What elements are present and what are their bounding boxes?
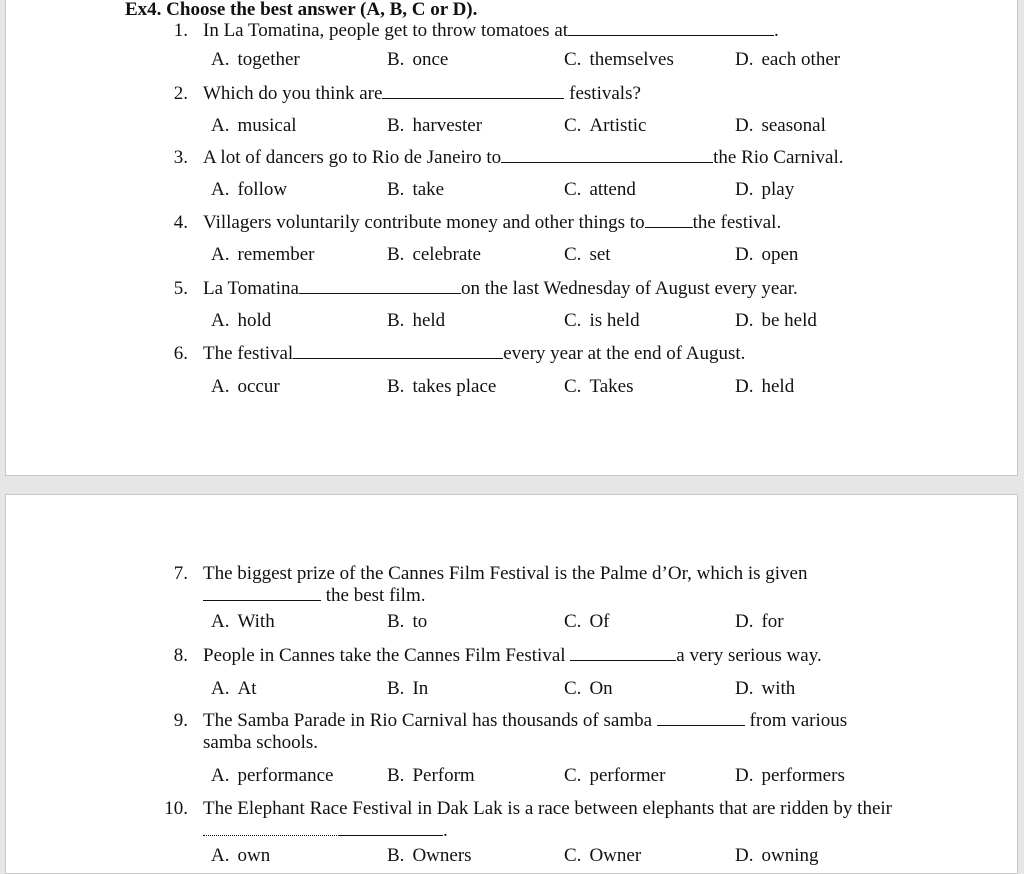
option-d[interactable]: D. performers bbox=[735, 765, 845, 786]
worksheet-page-2 bbox=[5, 494, 1018, 874]
question-number: 8. bbox=[173, 645, 188, 666]
options-row bbox=[6, 678, 1019, 702]
options-row bbox=[6, 179, 1019, 203]
question-text: Villagers voluntarily contribute money and other things to the festival. bbox=[203, 212, 782, 233]
option-b[interactable]: B. takes place bbox=[387, 376, 497, 397]
option-c[interactable]: C. Takes bbox=[564, 376, 634, 397]
option-d[interactable]: D. held bbox=[735, 376, 795, 397]
question-number: 4. bbox=[173, 212, 188, 233]
answer-blank bbox=[299, 278, 461, 294]
option-a[interactable]: A. follow bbox=[211, 179, 288, 200]
option-b[interactable]: B. celebrate bbox=[387, 244, 481, 265]
options-row bbox=[6, 845, 1019, 869]
answer-blank bbox=[568, 20, 774, 36]
options-row bbox=[6, 49, 1019, 73]
question-number: 6. bbox=[173, 343, 188, 364]
option-b[interactable]: B. held bbox=[387, 310, 446, 331]
question-number: 5. bbox=[173, 278, 188, 299]
question-text: The festival every year at the end of August. bbox=[203, 343, 746, 364]
question-text: A lot of dancers go to Rio de Janeiro to the Rio Carnival. bbox=[203, 147, 844, 168]
option-c[interactable]: C. themselves bbox=[564, 49, 674, 70]
option-b[interactable]: B. In bbox=[387, 678, 429, 699]
answer-blank bbox=[203, 585, 321, 601]
answer-blank bbox=[657, 710, 745, 726]
options-row bbox=[6, 115, 1019, 139]
option-a[interactable]: A. At bbox=[211, 678, 257, 699]
exercise-title: Ex4. Choose the best answer (A, B, C or D). bbox=[125, 0, 478, 20]
options-row bbox=[6, 310, 1019, 334]
question-number: 2. bbox=[173, 83, 188, 104]
question-text: In La Tomatina, people get to throw tomatoes at . bbox=[203, 20, 779, 41]
answer-blank bbox=[382, 83, 564, 99]
question-number: 7. bbox=[173, 563, 188, 584]
option-a[interactable]: A. performance bbox=[211, 765, 334, 786]
option-d[interactable]: D. seasonal bbox=[735, 115, 826, 136]
options-row bbox=[6, 765, 1019, 789]
option-b[interactable]: B. take bbox=[387, 179, 445, 200]
answer-blank bbox=[570, 645, 676, 661]
option-b[interactable]: B. Perform bbox=[387, 765, 475, 786]
question-text: The biggest prize of the Cannes Film Festival is the Palme d’Or, which is given the best film. bbox=[203, 563, 808, 606]
option-a[interactable]: A. together bbox=[211, 49, 300, 70]
answer-blank bbox=[339, 820, 443, 836]
option-b[interactable]: B. Owners bbox=[387, 845, 472, 866]
question-number: 9. bbox=[173, 710, 188, 731]
option-d[interactable]: D. for bbox=[735, 611, 784, 632]
question-text: People in Cannes take the Cannes Film Festival a very serious way. bbox=[203, 645, 822, 666]
option-a[interactable]: A. occur bbox=[211, 376, 280, 397]
option-c[interactable]: C. Owner bbox=[564, 845, 642, 866]
option-c[interactable]: C. attend bbox=[564, 179, 636, 200]
question-text: La Tomatina on the last Wednesday of August every year. bbox=[203, 278, 798, 299]
question-number: 10. bbox=[164, 798, 188, 819]
option-d[interactable]: D. open bbox=[735, 244, 799, 265]
answer-blank bbox=[645, 212, 693, 228]
option-a[interactable]: A. remember bbox=[211, 244, 315, 265]
option-c[interactable]: C. set bbox=[564, 244, 611, 265]
worksheet-page-1 bbox=[5, 0, 1018, 476]
question-number: 3. bbox=[173, 147, 188, 168]
option-b[interactable]: B. once bbox=[387, 49, 449, 70]
option-d[interactable]: D. each other bbox=[735, 49, 841, 70]
answer-blank bbox=[293, 343, 503, 359]
option-d[interactable]: D. owning bbox=[735, 845, 819, 866]
option-c[interactable]: C. On bbox=[564, 678, 613, 699]
question-text: The Elephant Race Festival in Dak Lak is a race between elephants that are ridden by their. bbox=[203, 798, 893, 841]
option-a[interactable]: A. own bbox=[211, 845, 271, 866]
option-b[interactable]: B. to bbox=[387, 611, 428, 632]
option-d[interactable]: D. play bbox=[735, 179, 795, 200]
option-d[interactable]: D. with bbox=[735, 678, 796, 699]
option-c[interactable]: C. is held bbox=[564, 310, 640, 331]
option-a[interactable]: A. With bbox=[211, 611, 275, 632]
question-text: The Samba Parade in Rio Carnival has thousands of samba from various samba schools. bbox=[203, 710, 848, 753]
option-c[interactable]: C. performer bbox=[564, 765, 666, 786]
question-number: 1. bbox=[173, 20, 188, 41]
option-d[interactable]: D. be held bbox=[735, 310, 817, 331]
option-c[interactable]: C. Artistic bbox=[564, 115, 647, 136]
question-text: Which do you think are festivals? bbox=[203, 83, 641, 104]
options-row bbox=[6, 611, 1019, 635]
dotted-blank bbox=[203, 821, 339, 836]
option-a[interactable]: A. musical bbox=[211, 115, 297, 136]
options-row bbox=[6, 244, 1019, 268]
option-a[interactable]: A. hold bbox=[211, 310, 272, 331]
answer-blank bbox=[501, 147, 713, 163]
option-b[interactable]: B. harvester bbox=[387, 115, 483, 136]
options-row bbox=[6, 376, 1019, 400]
option-c[interactable]: C. Of bbox=[564, 611, 610, 632]
